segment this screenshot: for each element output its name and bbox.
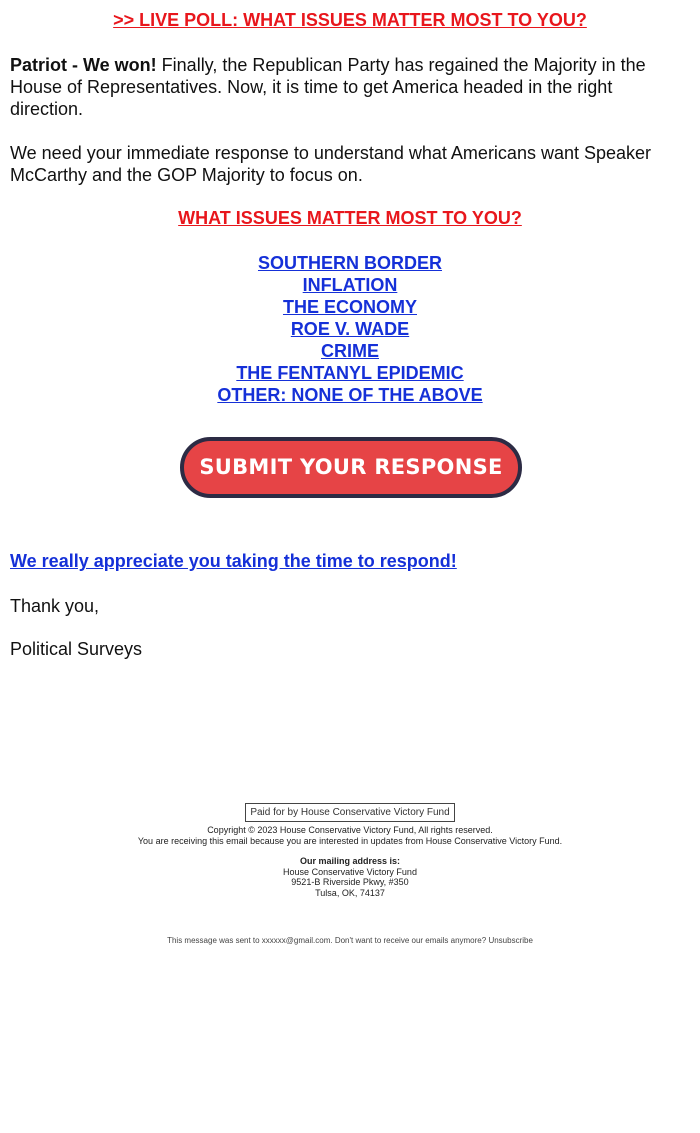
intro-text: Finally, the Republican Party has regained the Majority in the House of Representatives. Now, it is time to get America headed in the right direction. [10,55,646,119]
option-roe-v-wade[interactable]: ROE V. WADE [290,319,410,339]
option-southern-border[interactable]: SOUTHERN BORDER [257,253,442,273]
sent-to-notice [0,936,700,947]
appreciate-link[interactable]: We really appreciate you taking the time to respond! [10,551,457,571]
question-link[interactable]: WHAT ISSUES MATTER MOST TO YOU? [178,208,522,228]
address-line: 9521-B Riverside Pkwy, #350 [291,877,409,887]
thanks-text: Thank you, [10,596,100,616]
submit-response-button[interactable]: SUBMIT YOUR RESPONSE [180,437,522,498]
option-crime[interactable]: CRIME [321,341,379,361]
mailing-label: Our mailing address is: [299,856,401,866]
option-fentanyl[interactable]: THE FENTANYL EPIDEMIC [236,363,464,383]
options-list [0,252,700,406]
request-paragraph: We need your immediate response to understand what Americans want Speaker McCarthy and the GOP Majority to focus on. [10,143,652,185]
footer [0,802,700,947]
unsubscribe-link[interactable]: Unsubscribe [488,936,533,945]
address-line: House Conservative Victory Fund [283,866,417,877]
option-inflation[interactable]: INFLATION [302,275,398,295]
sent-to-text: This message was sent to xxxxxx@gmail.com. Don't want to receive our emails anymore? [167,936,487,945]
signature: Political Surveys [10,639,143,659]
live-poll-headline-link[interactable]: >> LIVE POLL: WHAT ISSUES MATTER MOST TO YOU? [113,10,587,30]
option-economy[interactable]: THE ECONOMY [282,297,417,317]
receiving-notice: You are receiving this email because you are interested in updates from House Conservative Victory Fund. [137,835,563,846]
copyright: Copyright © 2023 House Conservative Victory Fund, All rights reserved. [207,825,493,835]
address-line: Tulsa, OK, 74137 [315,887,385,898]
intro-bold: Patriot - We won! [10,55,157,75]
option-other[interactable]: OTHER: NONE OF THE ABOVE [217,385,483,405]
paid-for-box: Paid for by House Conservative Victory Fund [245,803,454,822]
intro-paragraph [10,54,670,120]
